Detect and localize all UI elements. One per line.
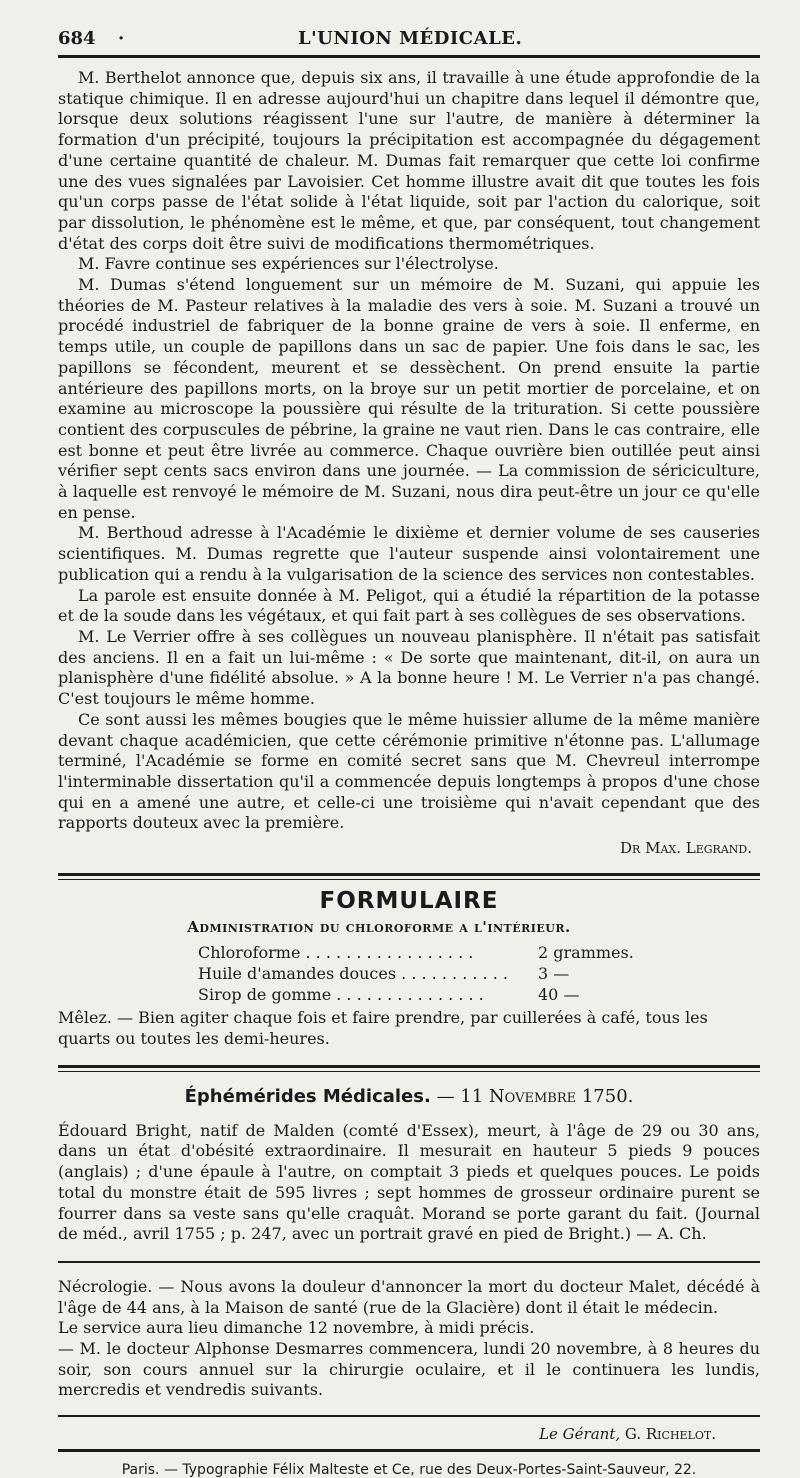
necrologie-section xyxy=(58,1277,760,1401)
gerant-line xyxy=(58,1425,760,1443)
gerant-name: G. Richelot. xyxy=(624,1425,716,1444)
bottom-rule xyxy=(58,1449,760,1452)
ingredient-quantity: 40 — xyxy=(538,984,580,1004)
paragraph-bougies: Ce sont aussi les mêmes bougies que le même huissier allume de la même manière devant chaque académicien, que cette cérémonie primitive n'étonne pas. L'allumage terminé, l'Académie se forme en comité secret sans que M. Chevreul interrompe l'interminable dissertation qu'il a commencée depuis longtemps à propos d'une chose qui en a amené une autre, et celle-ci une troisième qui n'avait cependant que des rapports douteux avec la première. xyxy=(58,709,760,833)
section-divider xyxy=(58,1065,760,1072)
ingredient-quantity: 3 — xyxy=(538,963,570,983)
recipe-row xyxy=(198,963,760,984)
paragraph-peligot: La parole est ensuite donnée à M. Peligot, qui a étudié la répartition de la potasse et de la soude dans les végétaux, et qui fait part à ses collègues de ses observations. xyxy=(58,585,760,626)
necrologie-notice: Nécrologie. — Nous avons la douleur d'annoncer la mort du docteur Malet, décédé à l'âge de 44 ans, à la Maison de santé (rue de la Glacière) dont il était le médecin. xyxy=(58,1276,760,1317)
page-number: 684 xyxy=(58,28,96,49)
formulaire-title: FORMULAIRE xyxy=(319,887,499,914)
printer-imprint: Paris. — Typographie Félix Malteste et Ce, rue des Deux-Portes-Saint-Sauveur, 22. xyxy=(121,1462,697,1478)
section-divider xyxy=(58,1261,760,1263)
recipe-list xyxy=(198,942,760,1005)
ephemerides-date: — 11 Novembre 1750. xyxy=(436,1085,634,1107)
ephemerides-title: Éphémérides Médicales. xyxy=(184,1085,431,1107)
author-signature: Dr Max. Legrand. xyxy=(620,839,752,858)
paragraph-suzani: M. Dumas s'étend longuement sur un mémoire de M. Suzani, qui appuie les théories de M. Pasteur relatives à la maladie des vers à soie. M. Suzani a trouvé un procédé industriel de fabriquer de la bonne graine de vers à soie. Il enferme, en temps utile, un couple de papillons dans un sac de papier. Une fois dans le sac, les papillons se fécondent, meurent et se dessèchent. On prend ensuite la partie antérieure des papillons morts, on la broye sur un petit mortier de porcelaine, et on examine au microscope la poussière qui résulte de la trituration. Si cette poussière contient des corpuscules de pébrine, la graine ne vaut rien. Dans le cas contraire, elle est bonne et peut être livrée au commerce. Chaque ouvrière bien outillée peut ainsi vérifier sept cents sacs environ dans une journée. — La commission de sériciculture, à laquelle est renvoyé le mémoire de M. Suzani, nous dira peut-être un jour ce qu'elle en pense. xyxy=(58,275,760,522)
academy-report xyxy=(58,68,760,859)
paragraph-le-verrier: M. Le Verrier offre à ses collègues un nouveau planisphère. Il n'était pas satisfait des anciens. Il en a fait un lui-même : « De sorte que maintenant, dit-il, on aura un planisphère d'une fidélité absolue. » A la bonne heure ! M. Le Verrier n'a pas changé. C'est toujours le même homme. xyxy=(58,626,760,709)
ingredient-quantity: 2 grammes. xyxy=(538,942,634,962)
header-dot: · xyxy=(118,28,125,49)
section-divider xyxy=(58,873,760,880)
journal-title: L'UNION MÉDICALE. xyxy=(298,28,523,49)
ephemerides-heading xyxy=(58,1086,760,1107)
ingredient-name: Huile d'amandes douces . . . . . . . . . . . xyxy=(198,963,508,983)
ingredient-name: Chloroforme . . . . . . . . . . . . . . . . . xyxy=(198,942,474,962)
formulaire-section xyxy=(58,888,760,1049)
service-notice: Le service aura lieu dimanche 12 novembre, à midi précis. xyxy=(58,1318,535,1338)
recipe-row xyxy=(198,942,760,963)
course-notice: — M. le docteur Alphonse Desmarres commencera, lundi 20 novembre, à 8 heures du soir, son cours annuel sur la chirurgie oculaire, et il le continuera les lundis, mercredis et vendredis suivants. xyxy=(58,1339,760,1400)
ephemerides-text: Édouard Bright, natif de Malden (comté d'Essex), meurt, à l'âge de 29 ou 30 ans, dans un état d'obésité extraordinaire. Il mesurait en hauteur 5 pieds 9 pouces (anglais) ; d'une épaule à l'autre, on comptait 3 pieds et quelques pouces. Le poids total du monstre était de 595 livres ; sept hommes de grosseur ordinaire purent se fourrer dans sa veste sans qu'elle craquât. Morand se porte garant du fait. (Journal de méd., avril 1755 ; p. 247, avec un portrait gravé en pied de Bright.) — A. Ch. xyxy=(58,1120,760,1244)
recipe-instructions: Mêlez. — Bien agiter chaque fois et faire prendre, par cuillerées à café, tous les quarts ou toutes les demi-heures. xyxy=(58,1007,708,1048)
section-divider xyxy=(58,1415,760,1417)
ephemerides-section xyxy=(58,1086,760,1245)
gerant-label: Le Gérant, xyxy=(539,1425,621,1444)
recipe-row xyxy=(198,984,760,1005)
ingredient-name: Sirop de gomme . . . . . . . . . . . . . . . xyxy=(198,984,484,1004)
paragraph-favre: M. Favre continue ses expériences sur l'électrolyse. xyxy=(78,254,499,274)
paragraph-berthelot: M. Berthelot annonce que, depuis six ans, il travaille à une étude approfondie de la statique chimique. Il en adresse aujourd'hui un chapitre dans lequel il démontre que, lorsque deux solutions réagissent l'une sur l'autre, de manière à déterminer la formation d'un précipité, toujours la précipitation est accompagnée du dégagement d'une certaine quantité de chaleur. M. Dumas fait remarquer que cette loi confirme une des vues signalées par Lavoisier. Cet homme illustre avait dit que toutes les fois qu'un corps passe de l'état solide à l'état liquide, soit par l'action du calorique, soit par dissolution, le phénomène est le même, et que, par conséquent, tout changement d'état des corps doit être suivi de modifications thermométriques. xyxy=(58,68,760,253)
paragraph-berthoud: M. Berthoud adresse à l'Académie le dixième et dernier volume de ses causeries scientifiques. M. Dumas regrette que l'auteur suspende ainsi volontairement une publication qui a rendu à la vulgarisation de la science des services non contestables. xyxy=(58,523,760,584)
running-head xyxy=(58,28,760,58)
formulaire-subtitle: Administration du chloroforme a l'intérieur. xyxy=(187,917,571,936)
